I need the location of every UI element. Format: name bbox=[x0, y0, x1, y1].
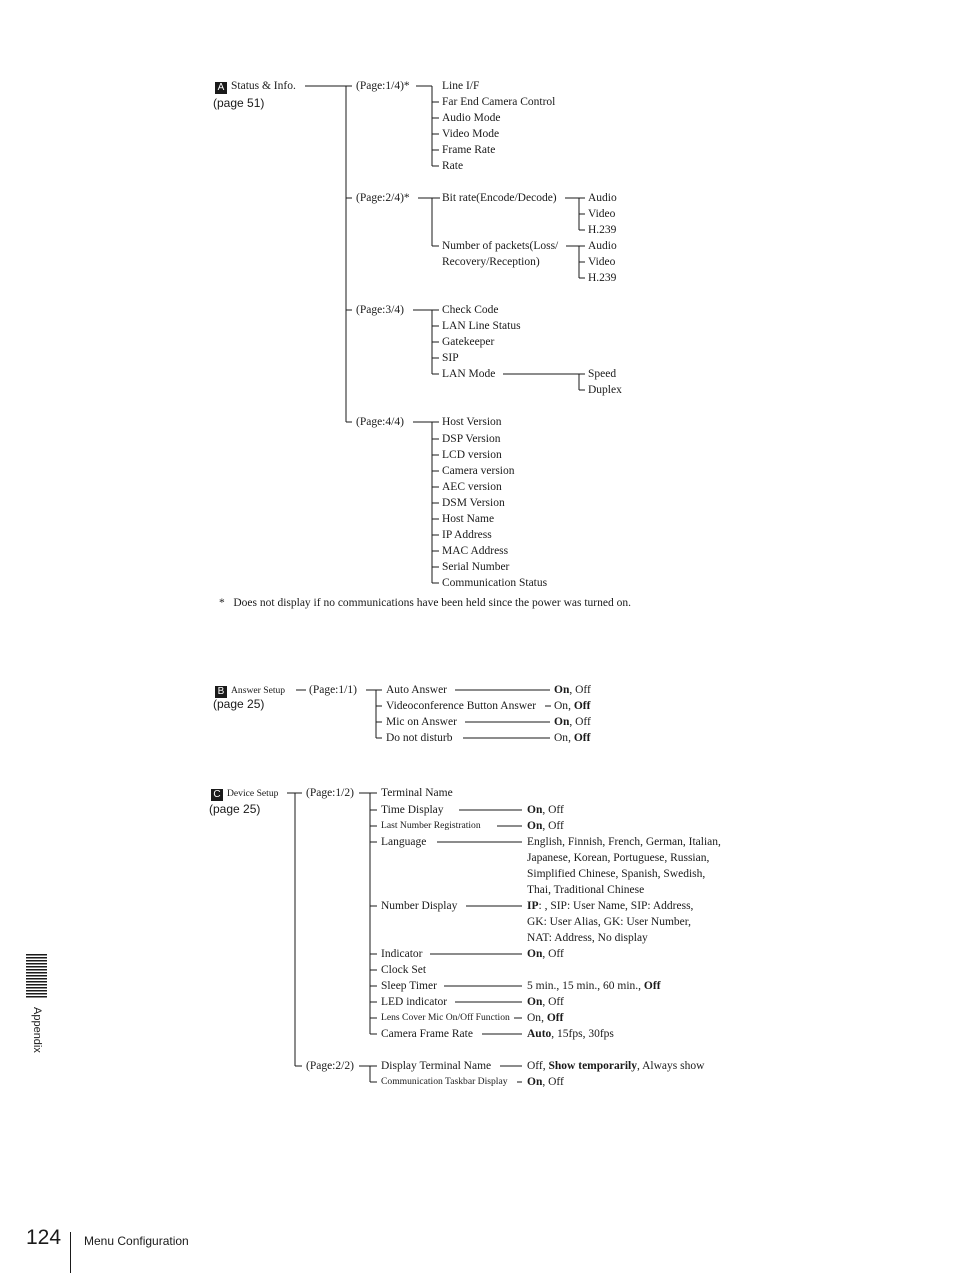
menu-item: Frame Rate bbox=[442, 144, 496, 156]
option-value: On, Off bbox=[554, 732, 591, 744]
menu-item: Number Display bbox=[381, 900, 458, 912]
footer-divider bbox=[70, 1232, 71, 1273]
menu-item: Lens Cover Mic On/Off Function bbox=[381, 1012, 510, 1023]
menu-item: Audio Mode bbox=[442, 112, 501, 124]
option-value: Auto, 15fps, 30fps bbox=[527, 1028, 614, 1040]
number-display-options: IP: , SIP: User Name, SIP: Address, GK: User Alias, GK: User Number, NAT: Address, No display bbox=[527, 900, 694, 944]
menu-item: IP Address bbox=[442, 529, 492, 541]
menu-item: Far End Camera Control bbox=[442, 96, 556, 108]
menu-item: Video Mode bbox=[442, 128, 500, 140]
menu-item: DSM Version bbox=[442, 497, 505, 509]
menu-item: Check Code bbox=[442, 304, 499, 316]
sub-item: Audio bbox=[588, 240, 617, 252]
menu-item: Terminal Name bbox=[381, 787, 453, 799]
menu-item: Camera Frame Rate bbox=[381, 1028, 473, 1040]
menu-item: Videoconference Button Answer bbox=[386, 700, 537, 712]
menu-item: Display Terminal Name bbox=[381, 1060, 492, 1072]
option-value: On, Off bbox=[554, 716, 591, 728]
menu-item: Sleep Timer bbox=[381, 980, 437, 992]
menu-item: Do not disturb bbox=[386, 732, 453, 744]
menu-item: Line I/F bbox=[442, 80, 480, 92]
menu-item: Time Display bbox=[381, 804, 444, 816]
footnote: * Does not display if no communications have been held since the power was turned on. bbox=[219, 597, 631, 609]
sub-item: Duplex bbox=[588, 384, 622, 396]
section-b-page-ref: (page 25) bbox=[213, 697, 265, 711]
menu-item: MAC Address bbox=[442, 545, 509, 557]
menu-item: Gatekeeper bbox=[442, 336, 495, 348]
option-value: 5 min., 15 min., 60 min., Off bbox=[527, 980, 661, 992]
page-label-1-2: (Page:1/2) bbox=[306, 787, 354, 799]
sub-item: Video bbox=[588, 208, 616, 220]
section-a-title: A Status & Info. bbox=[215, 79, 296, 94]
option-value: On, Off bbox=[527, 804, 564, 816]
option-value: On, Off bbox=[527, 996, 564, 1008]
menu-item: Auto Answer bbox=[386, 684, 448, 696]
menu-item: Host Version bbox=[442, 416, 502, 428]
menu-item: LED indicator bbox=[381, 996, 448, 1008]
sub-item: H.239 bbox=[588, 272, 617, 284]
option-value: On, Off bbox=[554, 684, 591, 696]
menu-item: Clock Set bbox=[381, 964, 427, 976]
menu-item-bit-rate: Bit rate(Encode/Decode) bbox=[442, 192, 557, 204]
menu-item: Communication Taskbar Display bbox=[381, 1076, 508, 1087]
page-label-2-4: (Page:2/4)* bbox=[356, 192, 410, 204]
menu-item: Serial Number bbox=[442, 561, 510, 573]
page-label-2-2: (Page:2/2) bbox=[306, 1060, 354, 1072]
option-value: On, Off bbox=[527, 1076, 564, 1088]
section-a-badge: A bbox=[215, 82, 227, 94]
menu-item-number-of-packets-cont: Recovery/Reception) bbox=[442, 256, 540, 268]
option-value: On, Off bbox=[527, 820, 564, 832]
menu-item-number-of-packets: Number of packets(Loss/ bbox=[442, 240, 559, 252]
menu-item: Camera version bbox=[442, 465, 515, 477]
page-label-3-4: (Page:3/4) bbox=[356, 304, 404, 316]
page-label-1-1: (Page:1/1) bbox=[309, 684, 357, 696]
footer-title: Menu Configuration bbox=[84, 1234, 189, 1248]
menu-item: LAN Line Status bbox=[442, 320, 521, 332]
menu-item: AEC version bbox=[442, 481, 502, 493]
section-c-title: C Device Setup bbox=[211, 786, 278, 801]
sub-item: Speed bbox=[588, 368, 617, 380]
section-c-badge: C bbox=[211, 789, 223, 801]
option-value: On, Off bbox=[527, 948, 564, 960]
menu-item: DSP Version bbox=[442, 433, 501, 445]
page-number: 124 bbox=[26, 1226, 62, 1249]
menu-item: Last Number Registration bbox=[381, 820, 481, 831]
menu-item: Mic on Answer bbox=[386, 716, 457, 728]
section-c-page-ref: (page 25) bbox=[209, 802, 261, 816]
menu-item: Communication Status bbox=[442, 577, 548, 589]
page-label-4-4: (Page:4/4) bbox=[356, 416, 404, 428]
menu-item: Language bbox=[381, 836, 427, 848]
sub-item: H.239 bbox=[588, 224, 617, 236]
option-value: On, Off bbox=[527, 1012, 564, 1024]
option-value: On, Off bbox=[554, 700, 591, 712]
menu-item: Host Name bbox=[442, 513, 495, 525]
menu-item: SIP bbox=[442, 352, 459, 364]
sub-item: Audio bbox=[588, 192, 617, 204]
menu-item: Indicator bbox=[381, 948, 423, 960]
page-label-1-4: (Page:1/4)* bbox=[356, 80, 410, 92]
sub-item: Video bbox=[588, 256, 616, 268]
language-options: English, Finnish, French, German, Italian, Japanese, Korean, Portuguese, Russian, Simplified Chinese, Spanish, Swedish, Thai, Traditional Chinese bbox=[527, 836, 721, 896]
section-tab-marker bbox=[26, 954, 47, 999]
section-tab-label: Appendix bbox=[31, 1007, 43, 1053]
menu-item: LCD version bbox=[442, 449, 502, 461]
menu-item: Rate bbox=[442, 160, 464, 172]
section-b-title: B Answer Setup bbox=[215, 683, 285, 698]
option-value: Off, Show temporarily, Always show bbox=[527, 1060, 705, 1072]
section-b-badge: B bbox=[215, 686, 227, 698]
menu-item: LAN Mode bbox=[442, 368, 496, 380]
section-a-page-ref: (page 51) bbox=[213, 96, 265, 110]
